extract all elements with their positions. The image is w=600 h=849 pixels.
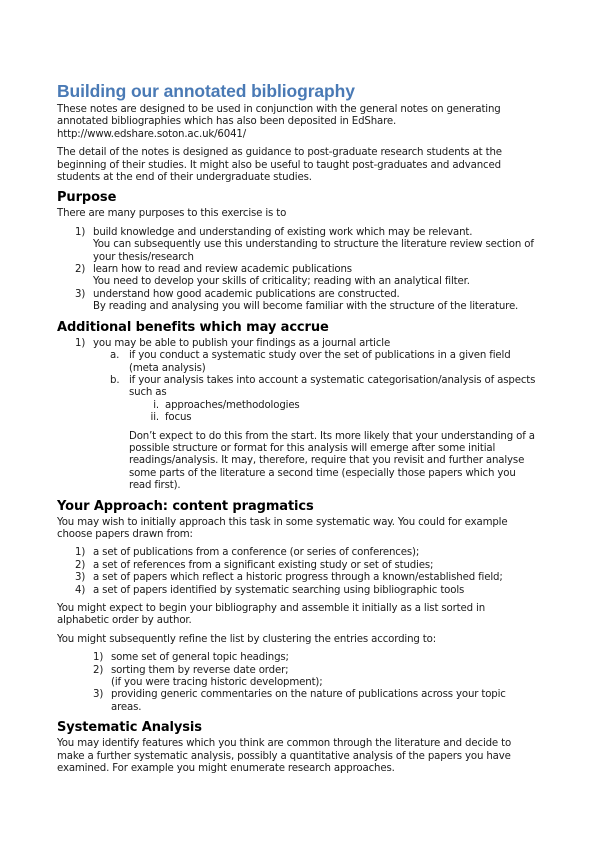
intro-text: These notes are designed to be used in conjunction with the general notes on generating annotated bibliographies which has also been deposited in EdShare. bbox=[57, 104, 501, 128]
list-number: 4) bbox=[75, 584, 86, 596]
heading-purpose: Purpose bbox=[57, 190, 117, 206]
list-item bbox=[57, 572, 537, 584]
list-number: 1) bbox=[75, 337, 86, 349]
list-item bbox=[57, 264, 537, 289]
list-item-text: learn how to read and review academic publications bbox=[93, 264, 352, 276]
heading-systematic-analysis: Systematic Analysis bbox=[57, 720, 202, 736]
purpose-lead: There are many purposes to this exercise is to bbox=[57, 208, 287, 220]
approach-refine-paragraph: You might subsequently refine the list by clustering the entries according to: bbox=[57, 633, 437, 645]
benefits-list bbox=[57, 338, 537, 425]
list-item-text: providing generic commentaries on the nature of publications across your topic areas. bbox=[111, 689, 506, 713]
list-item-detail: You can subsequently use this understanding to structure the literature review section of your thesis/research bbox=[93, 239, 534, 263]
list-item bbox=[57, 665, 537, 690]
list-number: 1) bbox=[75, 226, 86, 238]
intro-paragraph-2: The detail of the notes is designed as guidance to post-graduate research students at the beginning of their studies. It might also be useful to taught post-graduates and advanced students at the end of their undergraduate studies. bbox=[57, 147, 502, 184]
list-item-text: a set of references from a significant existing study or set of studies; bbox=[93, 559, 434, 571]
subsublist-item bbox=[129, 400, 537, 412]
approach-sort-paragraph: You might expect to begin your bibliography and assemble it initially as a list sorted in alphabetic order by author. bbox=[57, 603, 486, 627]
approach-lead: You may wish to initially approach this task in some systematic way. You could for example choose papers drawn from: bbox=[57, 516, 508, 540]
list-number: 3) bbox=[75, 288, 86, 300]
heading-approach: Your Approach: content pragmatics bbox=[57, 498, 314, 514]
list-item-text: sorting them by reverse date order; bbox=[111, 664, 289, 676]
list-item-text: some set of general topic headings; bbox=[111, 652, 289, 664]
sublist-item bbox=[93, 375, 537, 425]
list-roman: ii. bbox=[150, 412, 159, 424]
list-number: 2) bbox=[93, 664, 104, 676]
purpose-list bbox=[57, 227, 537, 314]
list-item bbox=[57, 689, 537, 714]
list-letter: b. bbox=[110, 374, 120, 386]
list-item bbox=[57, 560, 537, 572]
list-item bbox=[57, 338, 537, 425]
list-item-detail: (if you were tracing historic development); bbox=[111, 677, 323, 689]
systematic-analysis-paragraph: You may identify features which you think are common through the literature and decide to make a further systematic analysis, possibly a quantitative analysis of the papers you have examined. For example you might enumerate research approaches. bbox=[57, 738, 512, 775]
list-number: 1) bbox=[93, 652, 104, 664]
document-title: Building our annotated bibliography bbox=[57, 81, 355, 101]
sublist-item bbox=[93, 350, 537, 375]
intro-paragraph-1 bbox=[57, 104, 537, 141]
edshare-link[interactable]: http://www.edshare.soton.ac.uk/6041/ bbox=[57, 128, 247, 140]
list-item bbox=[57, 547, 537, 559]
benefits-note: Don’t expect to do this from the start. Its more likely that your understanding of a possible structure or format for this analysis will emerge after some initial readings/analysis. It may, therefore, require that you revisit and further analyse some parts of the literature a second time (especially those papers which you read first). bbox=[129, 430, 535, 492]
approach-list bbox=[57, 547, 537, 597]
list-item-text: a set of papers identified by systematic searching using bibliographic tools bbox=[93, 584, 465, 596]
list-item bbox=[57, 227, 537, 264]
list-item-text: a set of publications from a conference (or series of conferences); bbox=[93, 547, 420, 559]
subsublist-item-text: focus bbox=[165, 412, 192, 424]
sublist-item-text: if your analysis takes into account a systematic categorisation/analysis of aspects such as bbox=[129, 374, 536, 399]
list-letter: a. bbox=[110, 350, 120, 362]
list-roman: i. bbox=[153, 399, 159, 411]
list-item-text: understand how good academic publications are constructed. bbox=[93, 288, 400, 300]
list-item-text: a set of papers which reflect a historic progress through a known/established field; bbox=[93, 572, 503, 584]
list-item-text: build knowledge and understanding of existing work which may be relevant. bbox=[93, 226, 473, 238]
list-number: 2) bbox=[75, 559, 86, 571]
list-number: 3) bbox=[75, 572, 86, 584]
refine-list bbox=[57, 652, 537, 714]
document-page bbox=[57, 80, 537, 781]
list-number: 3) bbox=[93, 689, 104, 701]
list-number: 2) bbox=[75, 264, 86, 276]
benefits-sublist bbox=[93, 350, 537, 424]
benefits-subsublist bbox=[129, 400, 537, 425]
list-item-detail: You need to develop your skills of criticality; reading with an analytical filter. bbox=[93, 276, 470, 288]
list-item bbox=[57, 652, 537, 664]
list-number: 1) bbox=[75, 547, 86, 559]
list-item-text: you may be able to publish your findings as a journal article bbox=[93, 337, 391, 349]
sublist-item-text: if you conduct a systematic study over the set of publications in a given field (meta analysis) bbox=[129, 350, 511, 374]
heading-benefits: Additional benefits which may accrue bbox=[57, 319, 329, 335]
subsublist-item-text: approaches/methodologies bbox=[165, 399, 300, 411]
list-item bbox=[57, 289, 537, 314]
subsublist-item bbox=[129, 412, 537, 424]
list-item bbox=[57, 585, 537, 597]
list-item-detail: By reading and analysing you will become familiar with the structure of the literature. bbox=[93, 301, 519, 313]
